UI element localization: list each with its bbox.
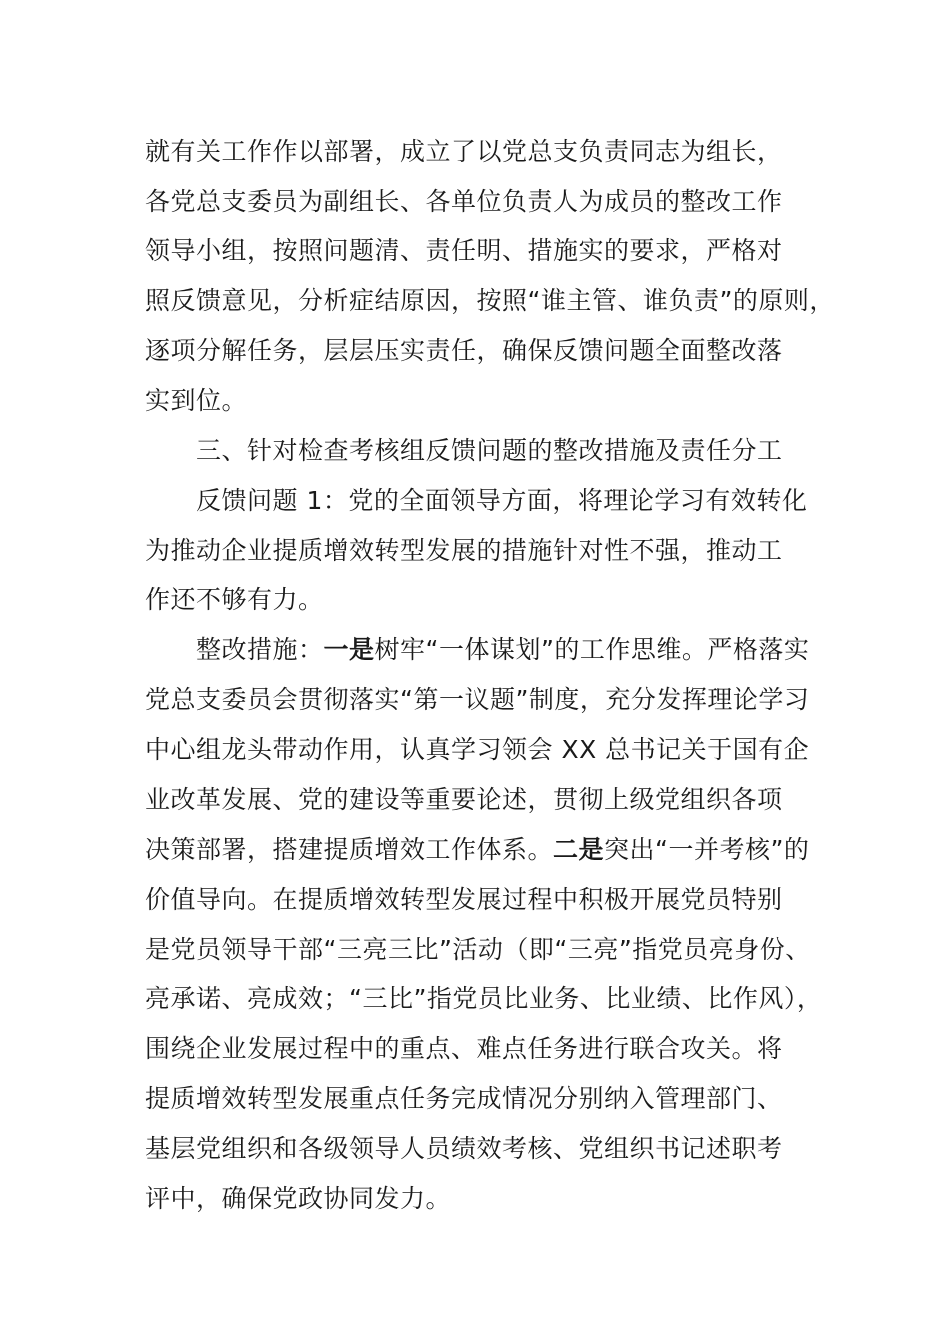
text-line: 逐项分解任务，层层压实责任，确保反馈问题全面整改落 xyxy=(145,336,783,365)
text-segment: 树牢“一体谋划”的工作思维。严格落实 xyxy=(374,635,810,664)
text-line: 业改革发展、党的建设等重要论述，贯彻上级党组织各项 xyxy=(145,785,783,814)
text-line: 为推动企业提质增效转型发展的措施针对性不强，推动工 xyxy=(145,536,783,565)
text-line: 基层党组织和各级领导人员绩效考核、党组织书记述职考 xyxy=(145,1134,783,1163)
text-line: 中心组龙头带动作用，认真学习领会 XX 总书记关于国有企 xyxy=(145,735,810,764)
text-line: 是党员领导干部“三亮三比”活动（即“三亮”指党员亮身份、 xyxy=(145,935,811,964)
bold-marker: 二是 xyxy=(553,835,605,864)
text-line: 领导小组，按照问题清、责任明、措施实的要求，严格对 xyxy=(145,236,783,265)
text-line: 实到位。 xyxy=(145,386,248,415)
text-line: 价值导向。在提质增效转型发展过程中积极开展党员特别 xyxy=(145,885,783,914)
text-line xyxy=(196,634,809,666)
text-segment: 决策部署，搭建提质增效工作体系。 xyxy=(145,835,554,864)
text-line: 就有关工作作以部署，成立了以党总支负责同志为组长， xyxy=(145,137,783,166)
text-line: 照反馈意见，分析症结原因，按照“谁主管、谁负责”的原则， xyxy=(145,286,835,315)
bold-marker: 一是 xyxy=(323,635,375,664)
section-heading: 三、针对检查考核组反馈问题的整改措施及责任分工 xyxy=(196,436,783,465)
text-line: 各党总支委员为副组长、各单位负责人为成员的整改工作 xyxy=(145,187,783,216)
text-line xyxy=(145,834,809,866)
text-line: 反馈问题 1：党的全面领导方面，将理论学习有效转化 xyxy=(196,486,808,515)
measures-label: 整改措施： xyxy=(196,635,324,664)
text-line: 作还不够有力。 xyxy=(145,585,324,614)
text-line: 围绕企业发展过程中的重点、难点任务进行联合攻关。将 xyxy=(145,1034,783,1063)
text-line: 提质增效转型发展重点任务完成情况分别纳入管理部门、 xyxy=(145,1084,783,1113)
text-segment: 突出“一并考核”的 xyxy=(604,835,810,864)
text-line: 党总支委员会贯彻落实“第一议题”制度，充分发挥理论学习 xyxy=(145,685,810,714)
text-line: 亮承诺、亮成效；“三比”指党员比业务、比业绩、比作风）， xyxy=(145,984,823,1013)
text-line: 评中，确保党政协同发力。 xyxy=(145,1184,452,1213)
